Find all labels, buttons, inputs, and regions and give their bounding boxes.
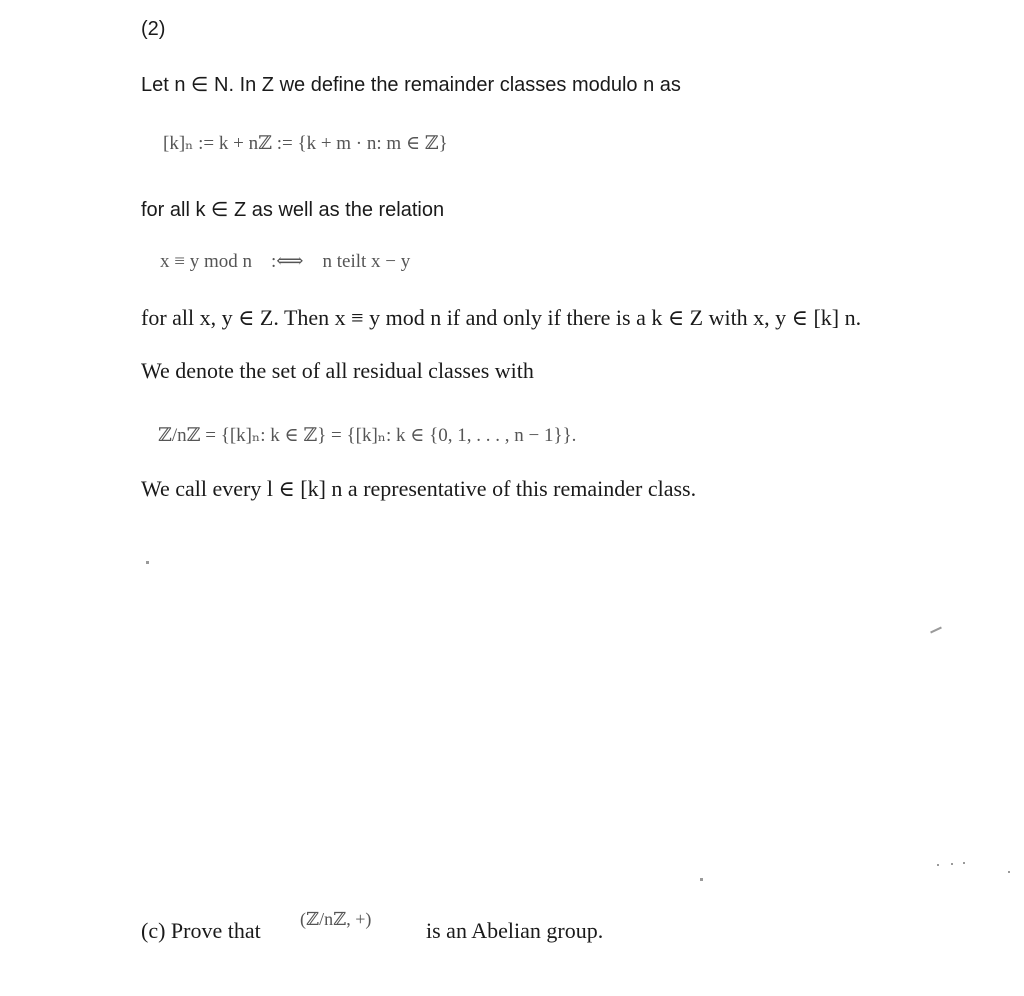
scan-speck — [146, 561, 149, 564]
for-all-k-text: for all k ∈ Z as well as the relation — [141, 199, 445, 221]
congruence-relation-formula: x ≡ y mod n :⟺ n teilt x − y — [160, 251, 411, 272]
task-prefix: (c) Prove that — [141, 918, 261, 943]
denote-sentence: We denote the set of all residual classes with — [141, 358, 534, 383]
residue-set-formula: ℤ/nℤ = {[k]ₙ: k ∈ ℤ} = {[k]ₙ: k ∈ {0, 1, . . . , n − 1}}. — [158, 425, 577, 446]
scan-speck — [937, 864, 939, 866]
intro-text: Let n ∈ N. In Z we define the remainder classes modulo n as — [141, 74, 681, 96]
problem-number: (2) — [141, 18, 166, 40]
equivalence-statement: for all x, y ∈ Z. Then x ≡ y mod n if and only if there is a k ∈ Z with x, y ∈ [k] n. — [141, 305, 862, 330]
scan-speck — [930, 627, 942, 634]
scan-speck — [1008, 871, 1010, 873]
remainder-class-formula: [k]ₙ := k + nℤ := {k + m · n: m ∈ ℤ} — [163, 133, 448, 154]
task-group-formula: (ℤ/nℤ, +) — [300, 909, 372, 929]
scan-speck — [951, 863, 953, 865]
scan-speck — [963, 862, 965, 864]
representative-sentence: We call every l ∈ [k] n a representative of this remainder class. — [141, 476, 697, 501]
task-suffix: is an Abelian group. — [426, 918, 604, 943]
scan-speck — [700, 878, 703, 881]
